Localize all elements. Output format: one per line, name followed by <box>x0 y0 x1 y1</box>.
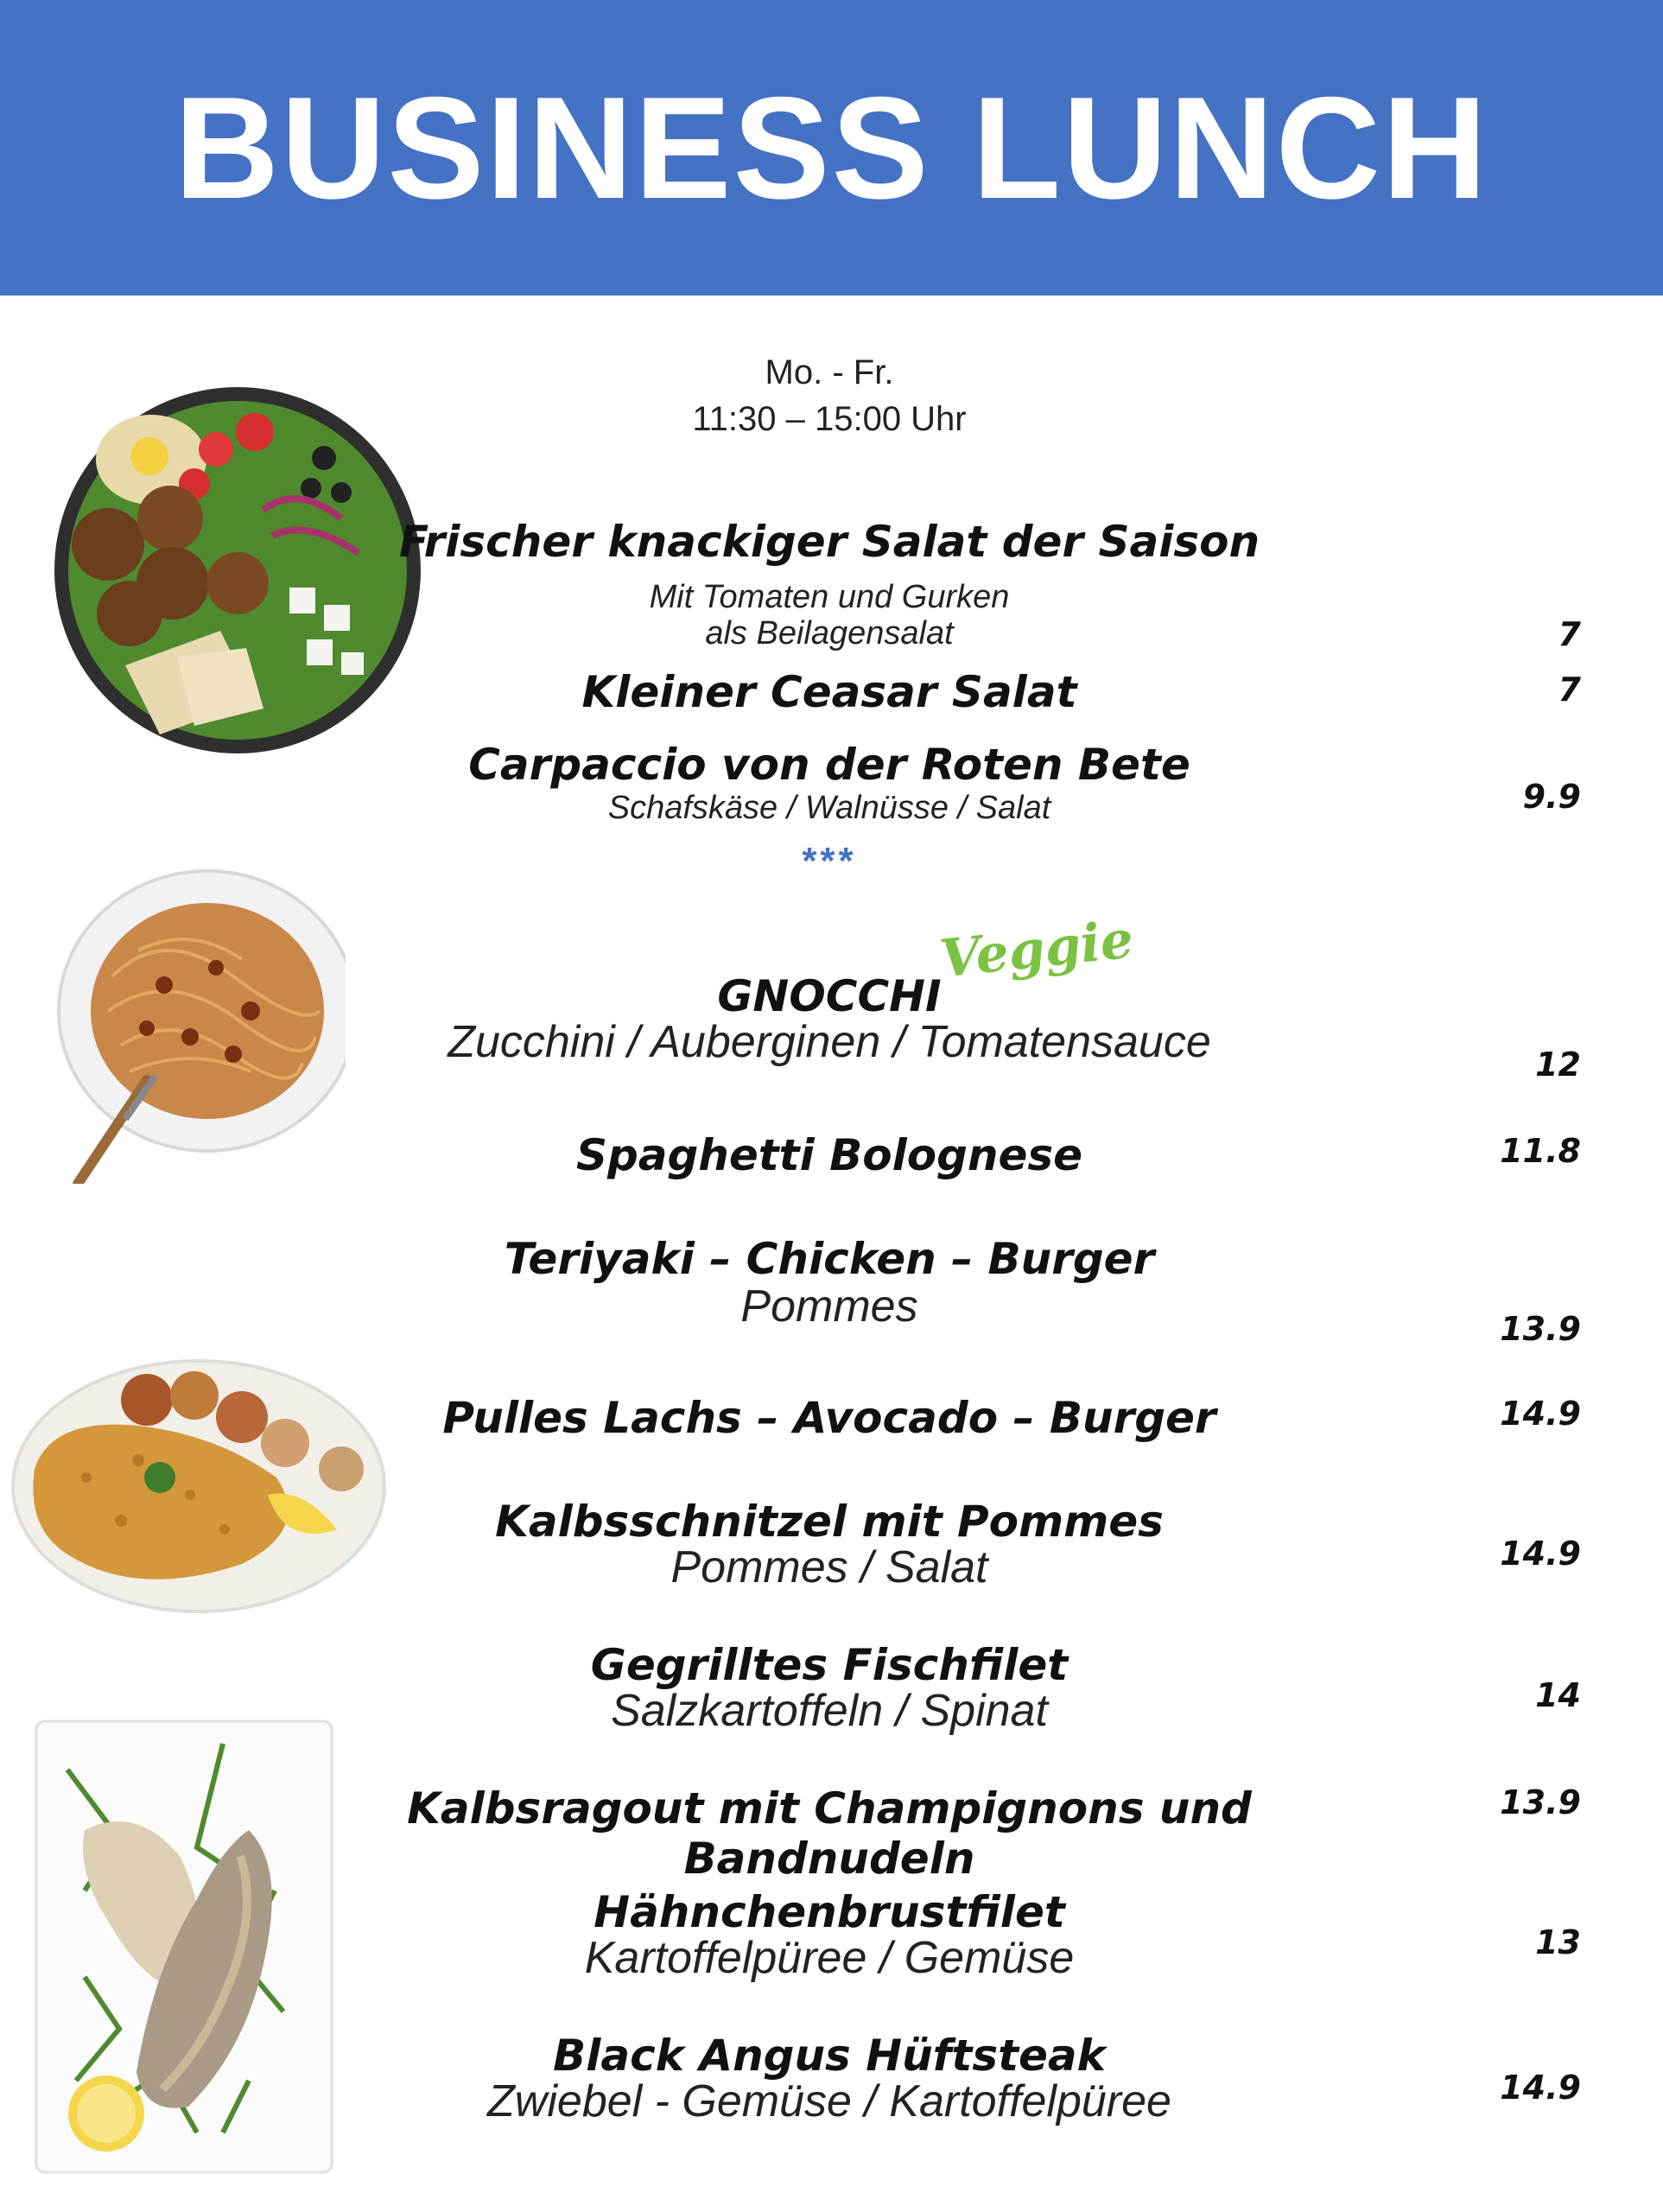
dish-name: GNOCCHI <box>717 971 942 1021</box>
dish-name: Kalbsragout mit Champignons und Bandnudeln <box>407 1783 1252 1884</box>
dish-price: 7 <box>1558 671 1581 709</box>
dish-price: 14.9 <box>1500 1395 1581 1433</box>
dish-price: 7 <box>1558 615 1581 653</box>
dish-name: Kalbsschnitzel mit Pommes <box>495 1497 1164 1547</box>
dish-price: 9.9 <box>1522 778 1581 816</box>
veggie-badge: Veggie <box>936 909 1137 990</box>
dish-name: Pulles Lachs – Avocado – Burger <box>442 1393 1216 1443</box>
dish-price: 14.9 <box>1500 2069 1581 2107</box>
dish-name: Teriyaki – Chicken – Burger <box>504 1234 1155 1284</box>
dish-price: 14.9 <box>1500 1535 1581 1573</box>
dish-description: Schafskäse / Walnüsse / Salat <box>607 790 1051 826</box>
dish-name: Gegrilltes Fischfilet <box>590 1640 1069 1690</box>
dish-description: Salzkartoffeln / Spinat <box>611 1686 1048 1736</box>
dish-name: Kleiner Ceasar Salat <box>581 667 1077 717</box>
dish-description: Kartoffelpüree / Gemüse <box>584 1933 1075 1983</box>
dish-price: 13.9 <box>1500 1783 1581 1821</box>
dish-price: 13 <box>1535 1923 1581 1961</box>
dish-name: Black Angus Hüftsteak <box>553 2031 1106 2081</box>
dish-description: Zucchini / Auberginen / Tomatensauce <box>447 1017 1211 1067</box>
dish-price: 14 <box>1535 1676 1581 1714</box>
dish-name: Frischer knackiger Salat der Saison <box>398 517 1260 567</box>
section-separator: *** <box>802 840 857 882</box>
dish-name: Spaghetti Bolognese <box>575 1130 1083 1180</box>
spaghetti-plate-image <box>35 864 346 1184</box>
page-title: BUSINESS LUNCH <box>174 66 1489 229</box>
dish-price: 13.9 <box>1500 1310 1581 1348</box>
dish-description: Mit Tomaten und Gurken <box>649 579 1010 615</box>
dish-name: Hähnchenbrustfilet <box>593 1887 1065 1937</box>
dish-description: Pommes / Salat <box>670 1542 988 1592</box>
header-banner <box>0 0 1663 296</box>
dish-description: als Beilagensalat <box>705 615 954 652</box>
dish-description: Pommes <box>740 1281 918 1332</box>
dish-price: 11.8 <box>1500 1132 1581 1170</box>
dish-description: Zwiebel - Gemüse / Kartoffelpüree <box>487 2076 1171 2126</box>
opening-time: 11:30 – 15:00 Uhr <box>692 400 967 438</box>
opening-days: Mo. - Fr. <box>765 353 894 391</box>
dish-price: 12 <box>1535 1046 1581 1084</box>
dish-name: Carpaccio von der Roten Bete <box>468 740 1190 790</box>
fish-fillet-plate-image <box>33 1718 335 2176</box>
